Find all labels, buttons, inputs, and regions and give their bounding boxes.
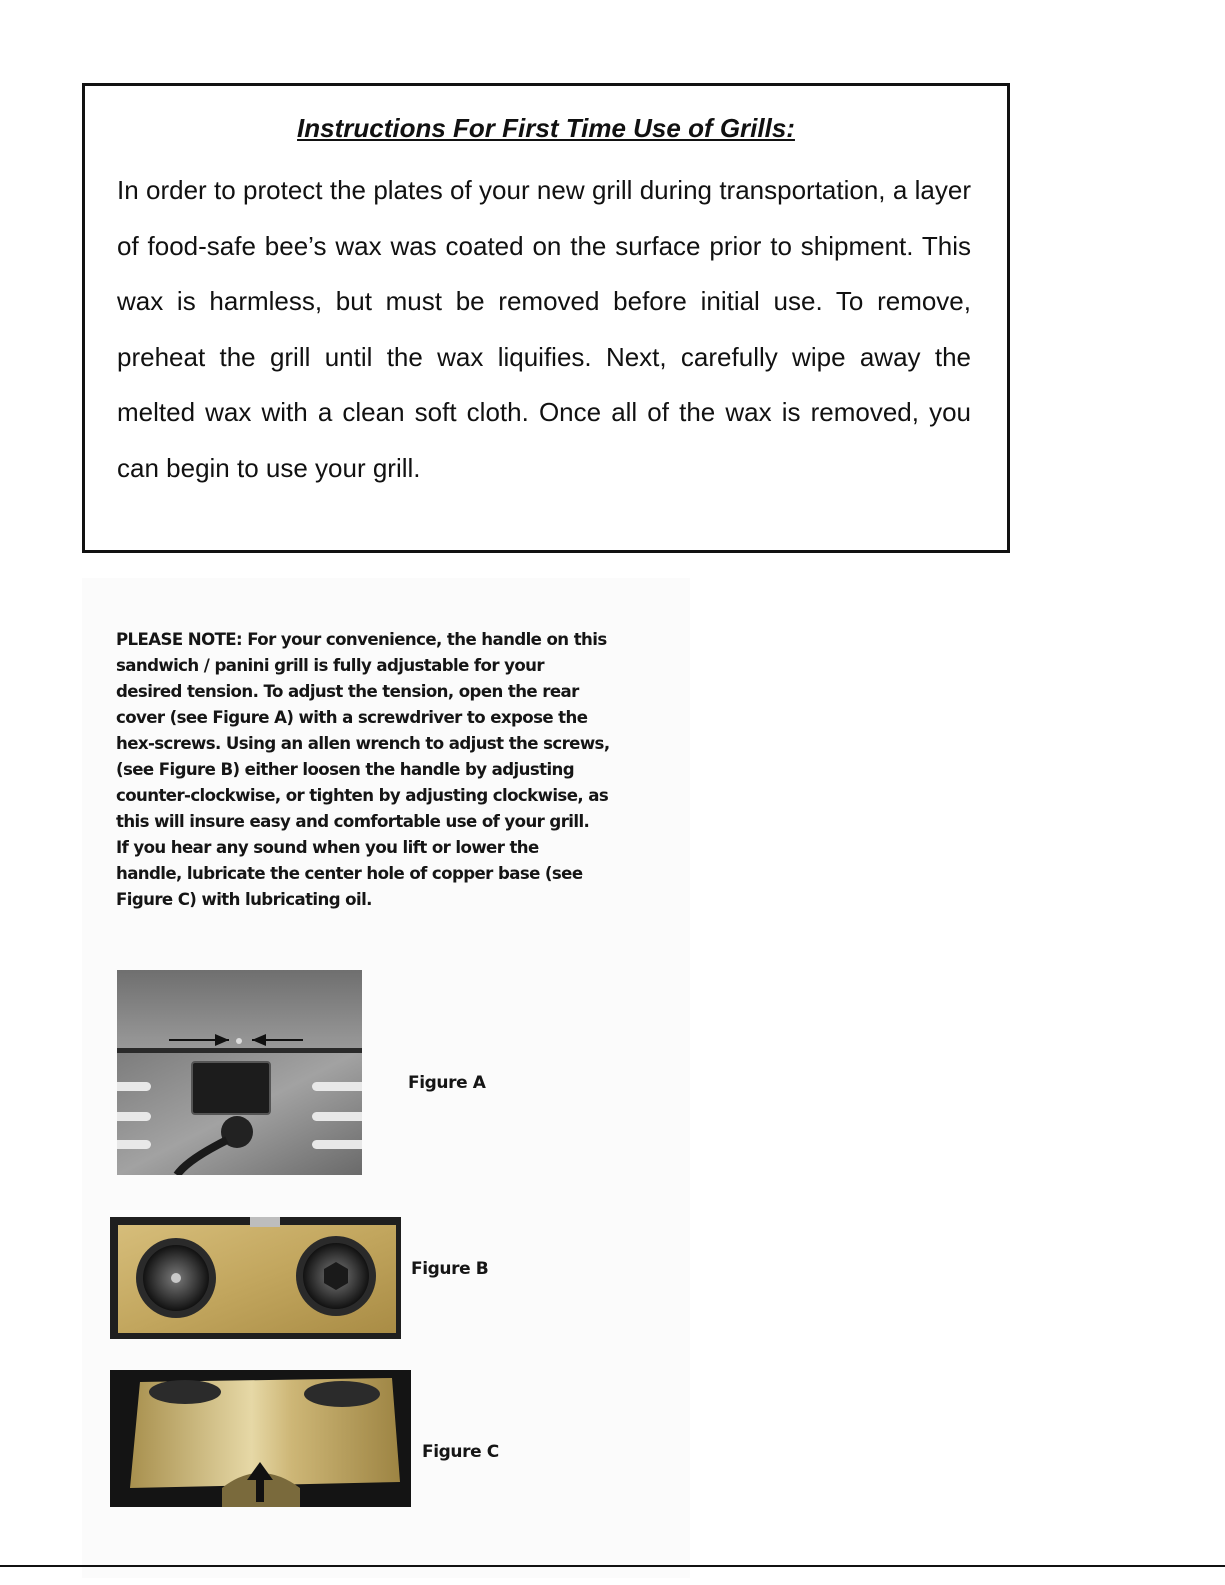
note-line: sandwich / panini grill is fully adjustable for your — [116, 656, 544, 675]
note-line: Figure C) with lubricating oil. — [116, 890, 372, 909]
figure-b-label: Figure B — [411, 1259, 489, 1279]
figure-a-label: Figure A — [408, 1073, 486, 1093]
rear-cover-image — [117, 970, 362, 1175]
note-line: hex-screws. Using an allen wrench to adjust the screws, — [116, 734, 610, 753]
note-line: this will insure easy and comfortable use of your grill. — [116, 812, 590, 831]
figure-c-label: Figure C — [422, 1442, 499, 1462]
instructions-body: In order to protect the plates of your new grill during transportation, a layer of food-safe bee’s wax was coated on the surface prior to shipment. This wax is harmless, but must be removed before initial use. To remove, preheat the grill until the wax liquifies. Next, carefully wipe away the melted wax with a clean soft cloth. Once all of the wax is removed, you can begin to use your grill. — [117, 175, 971, 483]
note-line: PLEASE NOTE: For your convenience, the handle on this — [116, 630, 607, 649]
adjustment-note — [116, 627, 636, 913]
note-line: cover (see Figure A) with a screwdriver to expose the — [116, 708, 588, 727]
figure-a-photo — [117, 970, 362, 1175]
note-line: handle, lubricate the center hole of copper base (see — [116, 864, 583, 883]
copper-base-image — [110, 1370, 411, 1507]
bottom-divider — [0, 1565, 1225, 1567]
note-line: (see Figure B) either loosen the handle by adjusting — [116, 760, 575, 779]
figure-b-photo — [110, 1217, 401, 1339]
figure-c-photo — [110, 1370, 411, 1507]
note-line: If you hear any sound when you lift or lower the — [116, 838, 539, 857]
instructions-box — [82, 83, 1010, 553]
note-line: counter-clockwise, or tighten by adjusting clockwise, as — [116, 786, 609, 805]
hex-screws-image — [110, 1217, 401, 1339]
note-line: desired tension. To adjust the tension, open the rear — [116, 682, 579, 701]
instructions-title: Instructions For First Time Use of Grills: — [297, 113, 795, 143]
